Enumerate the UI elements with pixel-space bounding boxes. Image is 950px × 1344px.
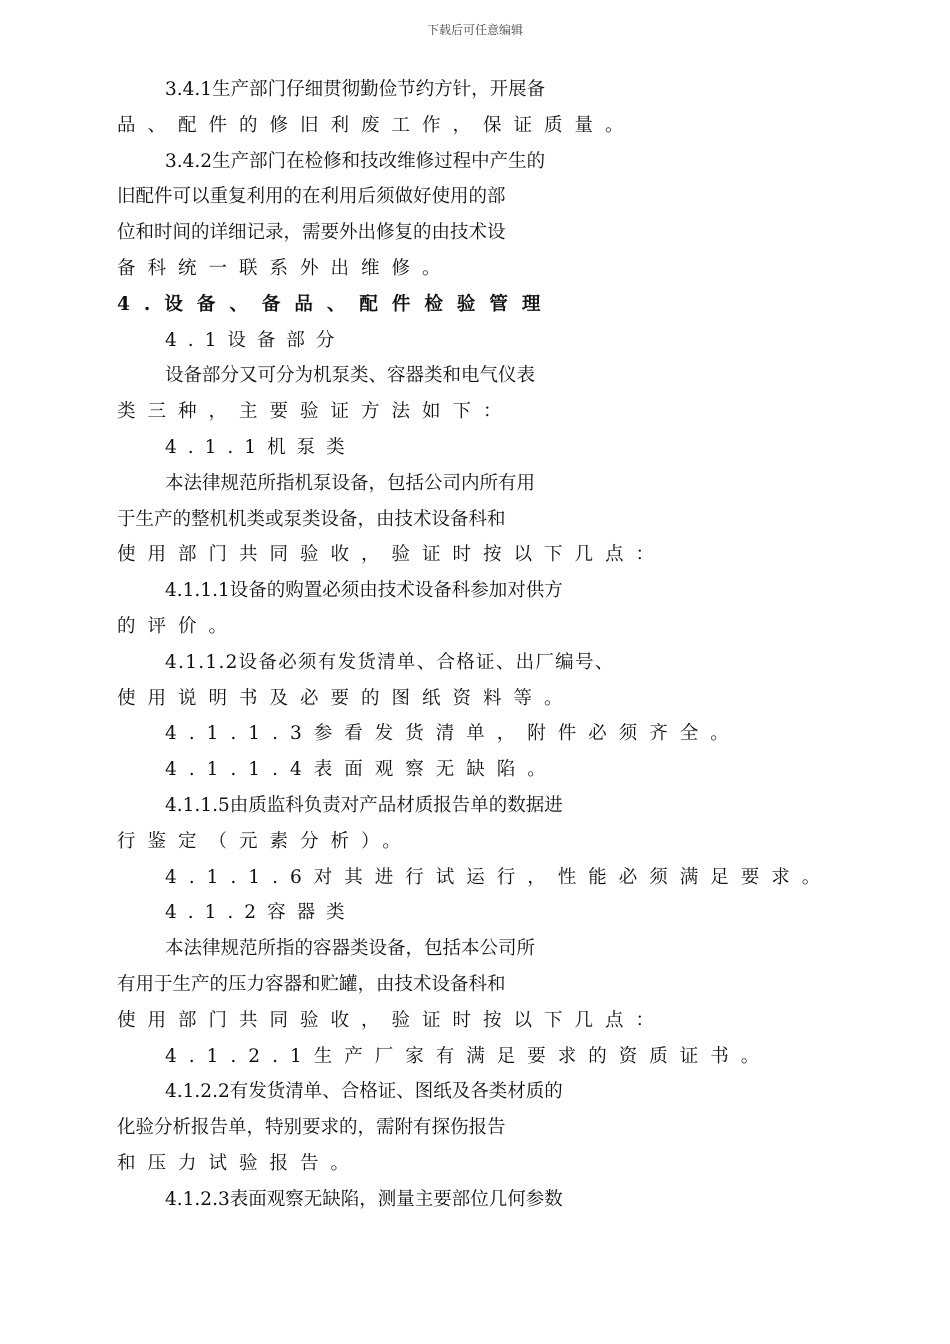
document-body — [117, 72, 833, 1218]
page-header: 下载后可任意编辑 — [426, 23, 523, 37]
text-line: 4.1.1机泵类 — [165, 436, 356, 458]
text-line: 备科统一联系外出维修。 — [117, 257, 453, 279]
text-line: 使用部门共同验收，验证时按以下几点： — [117, 544, 667, 566]
text-line: 4.1.1.5由质监科负责对产品材质报告单的数据进 — [165, 794, 563, 816]
text-line: 4.1.2容器类 — [165, 902, 356, 924]
text-line: 4.1.2.3表面观察无缺陷，测量主要部位几何参数 — [165, 1188, 563, 1210]
text-line: 本法律规范所指的容器类设备，包括本公司所 — [165, 938, 536, 960]
text-line: 4.1.2.1生产厂家有满足要求的资质证书。 — [165, 1045, 772, 1067]
text-line: 位和时间的详细记录，需要外出修复的由技术设 — [117, 222, 506, 244]
text-line: 4.1.1.1设备的购置必须由技术设备科参加对供方 — [165, 580, 563, 602]
text-line: 3.4.1生产部门仔细贯彻勤俭节约方针，开展备 — [165, 79, 546, 100]
text-line: 和压力试验报告。 — [117, 1152, 362, 1174]
text-line: 使用说明书及必要的图纸资料等。 — [117, 687, 575, 709]
text-line: 类三种，主要验证方法如下： — [117, 401, 514, 423]
text-line: 4.1.1.6对其进行试运行，性能必须满足要求。 — [165, 866, 833, 888]
text-line: 品、配件的修旧利废工作，保证质量。 — [117, 114, 636, 136]
text-line: 于生产的整机机类或泵类设备，由技术设备科和 — [117, 508, 506, 530]
text-line: 本法律规范所指机泵设备，包括公司内所有用 — [165, 472, 536, 494]
text-line: 4.1.1.2设备必须有发货清单、合格证、出厂编号、 — [165, 651, 615, 673]
text-line: 4.1.1.3参看发货清单，附件必须齐全。 — [165, 723, 741, 745]
text-line: 4.1.1.4表面观察无缺陷。 — [165, 759, 558, 781]
text-line: 旧配件可以重复利用的在利用后须做好使用的部 — [117, 186, 506, 208]
text-line: 行鉴定（元素分析）。 — [117, 830, 413, 852]
text-line: 化验分析报告单，特别要求的，需附有探伤报告 — [117, 1117, 506, 1139]
text-line: 使用部门共同验收，验证时按以下几点： — [117, 1009, 667, 1031]
text-line: 设备部分又可分为机泵类、容器类和电气仪表 — [165, 365, 536, 387]
text-line: 3.4.2生产部门在检修和技改维修过程中产生的 — [165, 150, 546, 172]
text-line: 4.1.2.2有发货清单、合格证、图纸及各类材质的 — [165, 1081, 563, 1103]
text-line: 的评价。 — [117, 615, 240, 637]
text-line: 有用于生产的压力容器和贮罐，由技术设备科和 — [117, 973, 506, 995]
text-line: 4.1设备部分 — [165, 329, 346, 351]
section-heading: 4.设备、备品、配件检验管理 — [117, 293, 555, 315]
